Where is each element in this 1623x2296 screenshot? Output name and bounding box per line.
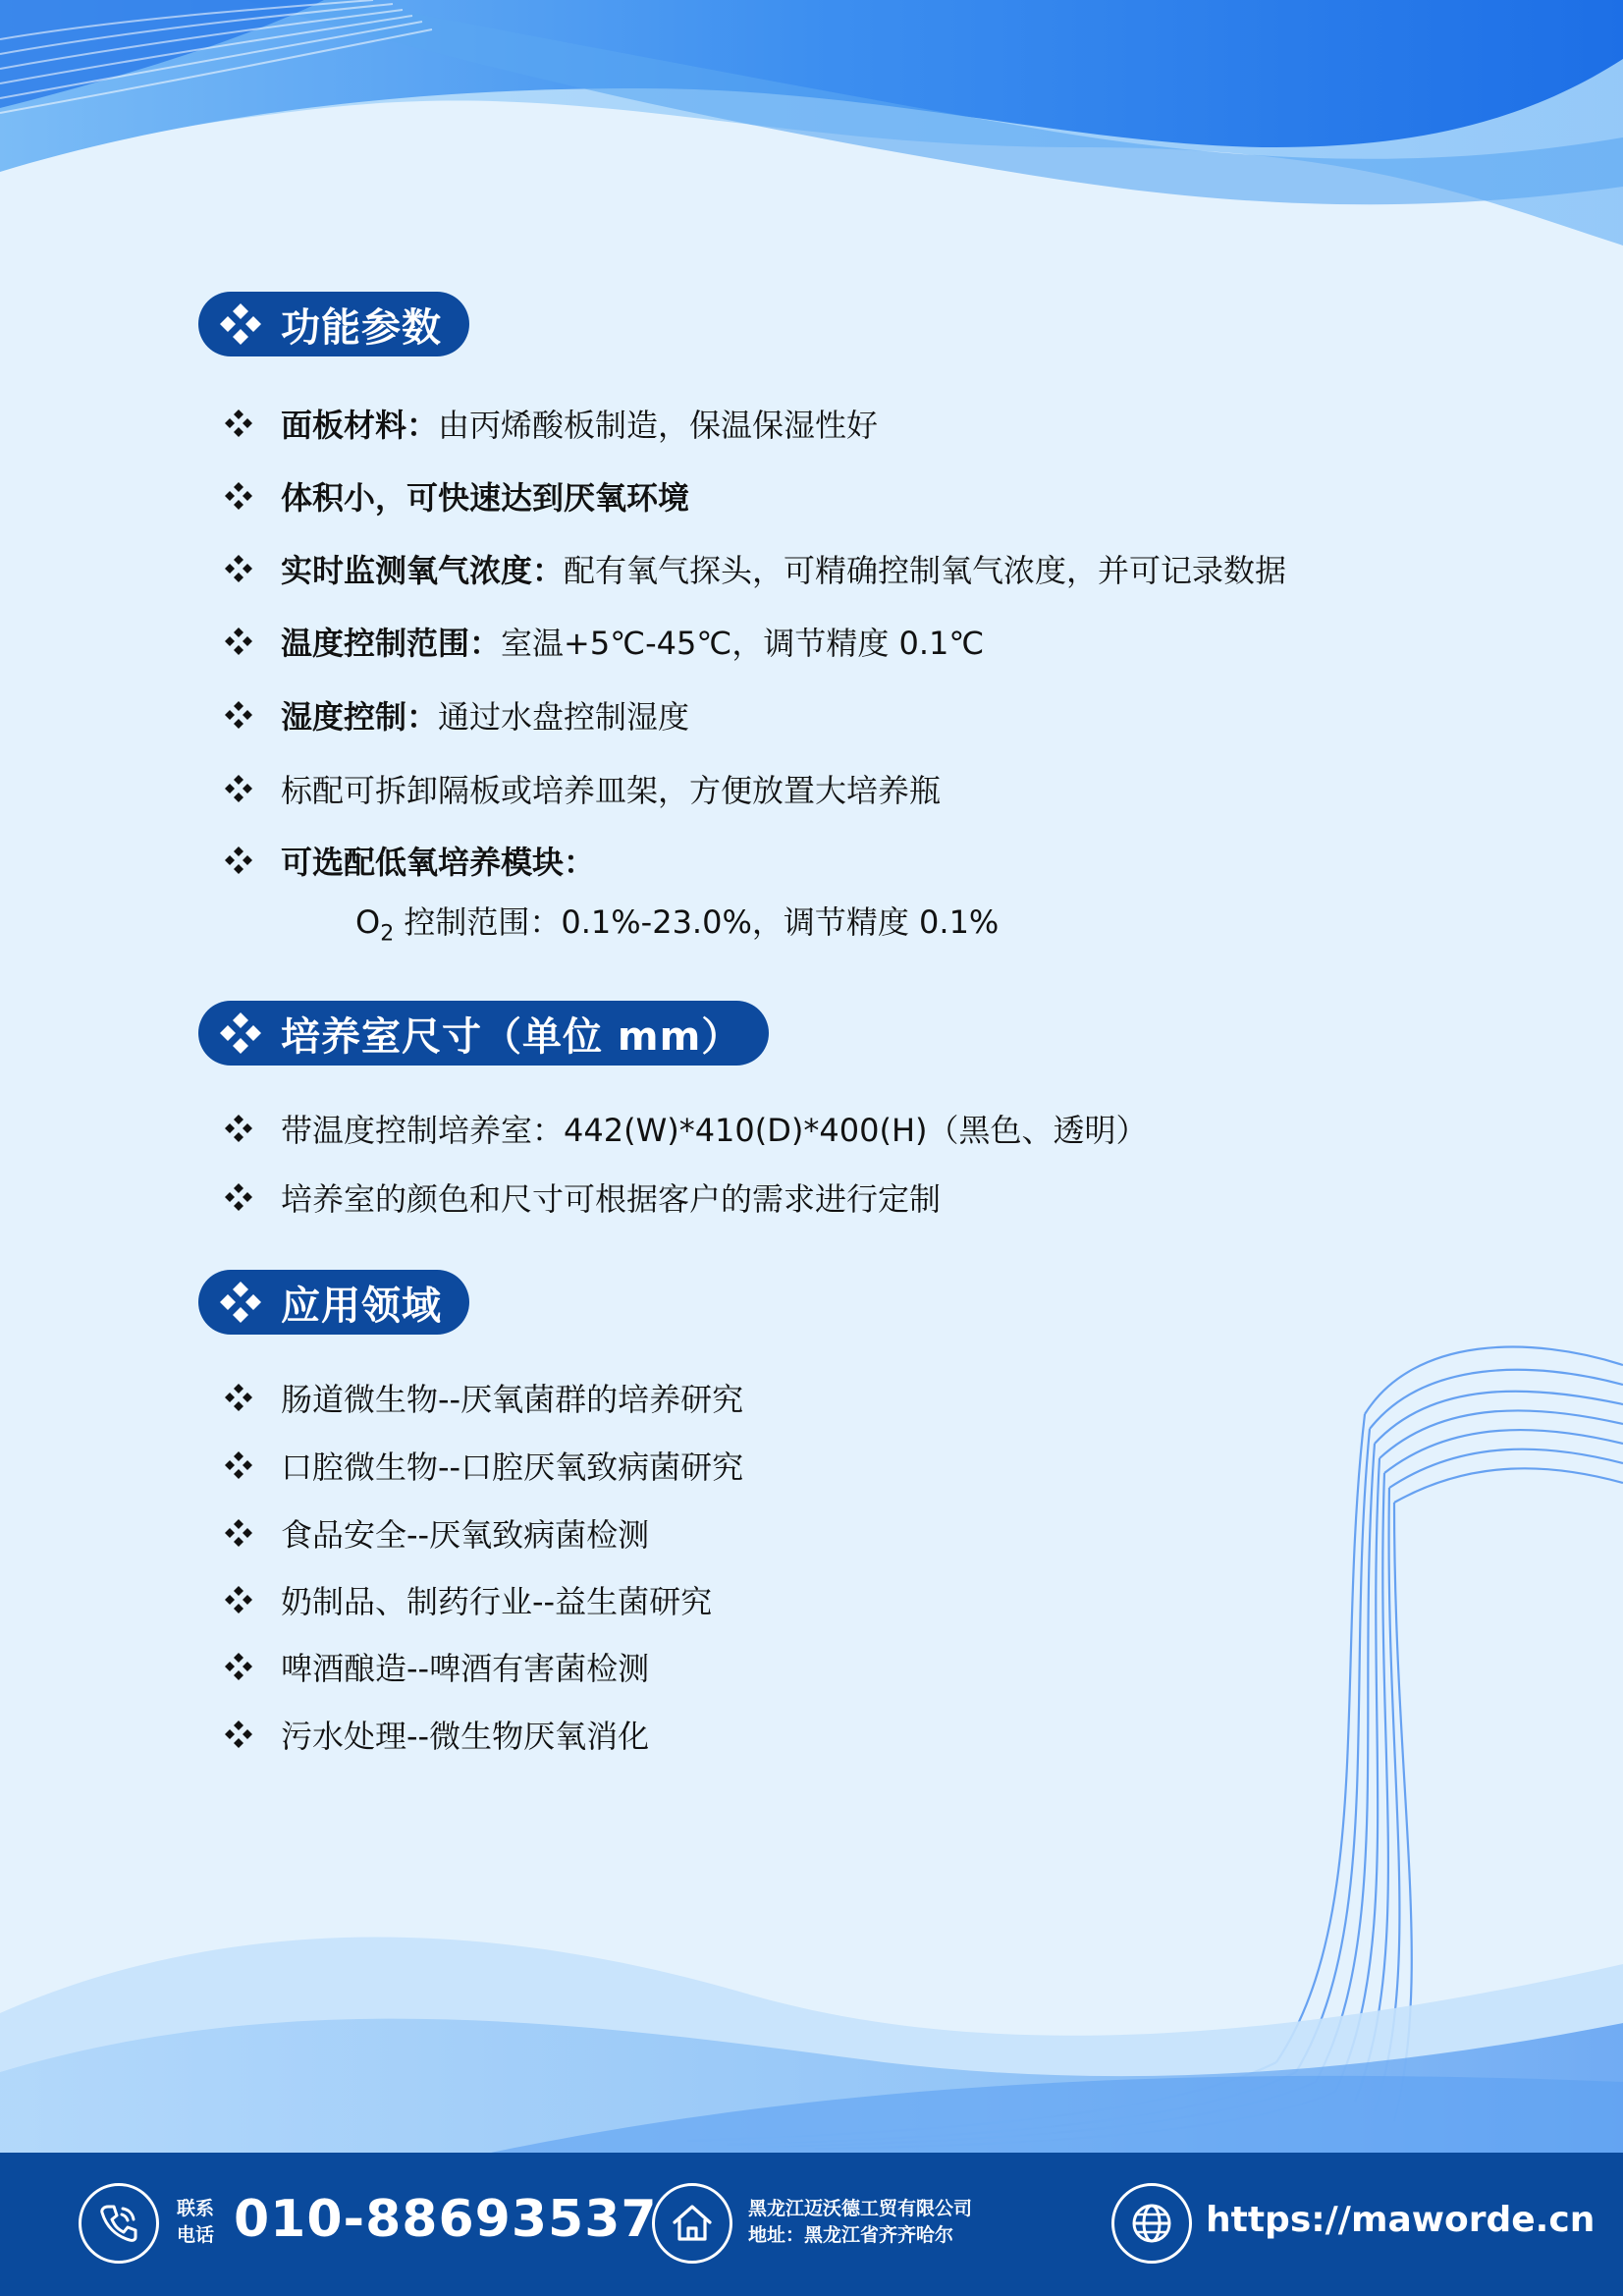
- list-item: [224, 473, 689, 519]
- item-label: 体积小，可快速达到厌氧环境: [281, 479, 690, 517]
- item-text: 通过水盘控制湿度: [438, 698, 690, 736]
- phone-icon: [96, 2201, 141, 2246]
- list-item: [224, 838, 595, 883]
- phone-number[interactable]: 010-88693537: [234, 2190, 658, 2249]
- diamond-bullet-icon: [224, 1585, 253, 1614]
- item-label: 湿度控制：: [281, 698, 439, 736]
- diamond-bullet-icon: [224, 1182, 253, 1212]
- section-title: 应用领域: [281, 1283, 442, 1329]
- list-item: [224, 1106, 1148, 1151]
- item-text: 污水处理--微生物厌氧消化: [281, 1718, 650, 1755]
- list-item: [224, 1577, 712, 1622]
- list-item: [224, 692, 689, 738]
- item-text: 肠道微生物--厌氧菌群的培养研究: [281, 1381, 744, 1418]
- diamond-bullet-icon: [224, 700, 253, 730]
- footer-bar: [0, 2153, 1623, 2296]
- diamond-cluster-icon: [218, 301, 263, 347]
- list-item: [224, 1443, 743, 1488]
- item-text: 配有氧气探头，可精确控制氧气浓度，并可记录数据: [564, 552, 1287, 589]
- section-header-apps: [198, 1270, 469, 1335]
- item-text: 食品安全--厌氧致病菌检测: [281, 1516, 650, 1554]
- item-text: 带温度控制培养室：442(W)*410(D)*400(H)（黑色、透明）: [281, 1112, 1148, 1149]
- company-address: 地址：黑龙江省齐齐哈尔: [748, 2224, 954, 2246]
- company-name: 黑龙江迈沃德工贸有限公司: [748, 2198, 973, 2219]
- diamond-cluster-icon: [218, 1280, 263, 1325]
- item-text: 室温+5℃-45℃，调节精度 0.1℃: [501, 625, 985, 662]
- globe-icon-circle: [1111, 2183, 1192, 2264]
- website-link[interactable]: https://maworde.cn: [1206, 2200, 1596, 2240]
- globe-icon: [1128, 2200, 1175, 2247]
- diamond-bullet-icon: [224, 1652, 253, 1681]
- item-label: 面板材料：: [281, 407, 439, 444]
- diamond-bullet-icon: [224, 627, 253, 656]
- diamond-bullet-icon: [224, 481, 253, 511]
- item-label: 温度控制范围：: [281, 625, 502, 662]
- list-item: [224, 1175, 941, 1220]
- diamond-bullet-icon: [224, 1114, 253, 1143]
- contact-label: [177, 2196, 214, 2249]
- item-label: 实时监测氧气浓度：: [281, 552, 565, 589]
- diamond-bullet-icon: [224, 774, 253, 803]
- item-text: 口腔微生物--口腔厌氧致病菌研究: [281, 1449, 744, 1486]
- diamond-bullet-icon: [224, 1450, 253, 1480]
- item-text: 培养室的颜色和尺寸可根据客户的需求进行定制: [281, 1180, 942, 1218]
- company-info: [748, 2196, 972, 2249]
- phone-icon-circle: [79, 2183, 159, 2264]
- item-text: 奶制品、制药行业--益生菌研究: [281, 1583, 713, 1620]
- section-header-size: [198, 1001, 769, 1066]
- home-icon: [670, 2201, 715, 2246]
- contact-label-line2: 电话: [177, 2224, 215, 2246]
- list-item: [224, 1510, 649, 1556]
- diamond-bullet-icon: [224, 846, 253, 875]
- diamond-bullet-icon: [224, 1383, 253, 1412]
- o2-text: 控制范围：0.1%-23.0%，调节精度 0.1%: [394, 903, 1000, 941]
- section-header-params: [198, 292, 469, 356]
- contact-label-line1: 联系: [177, 2198, 215, 2219]
- item-label: 可选配低氧培养模块：: [281, 844, 596, 881]
- section-title: 功能参数: [281, 304, 442, 351]
- diamond-bullet-icon: [224, 554, 253, 583]
- item-text: 由丙烯酸板制造，保温保湿性好: [438, 407, 879, 444]
- home-icon-circle: [652, 2183, 732, 2264]
- list-item: [224, 1375, 743, 1420]
- list-item: [224, 766, 941, 811]
- item-text: 标配可拆卸隔板或培养皿架，方便放置大培养瓶: [281, 772, 942, 809]
- list-item: [224, 401, 878, 446]
- diamond-bullet-icon: [224, 409, 253, 438]
- diamond-bullet-icon: [224, 1518, 253, 1548]
- list-item: [224, 1712, 649, 1757]
- diamond-cluster-icon: [218, 1011, 263, 1056]
- o2-subscript: 2: [380, 921, 395, 947]
- item-text: 啤酒酿造--啤酒有害菌检测: [281, 1650, 650, 1687]
- diamond-bullet-icon: [224, 1720, 253, 1749]
- o2-symbol: O: [355, 903, 381, 941]
- list-item: [224, 619, 984, 664]
- section-title: 培养室尺寸（单位 mm）: [281, 1013, 742, 1060]
- list-item: [224, 1644, 649, 1689]
- list-item: [224, 546, 1286, 591]
- o2-control-line: [355, 898, 999, 946]
